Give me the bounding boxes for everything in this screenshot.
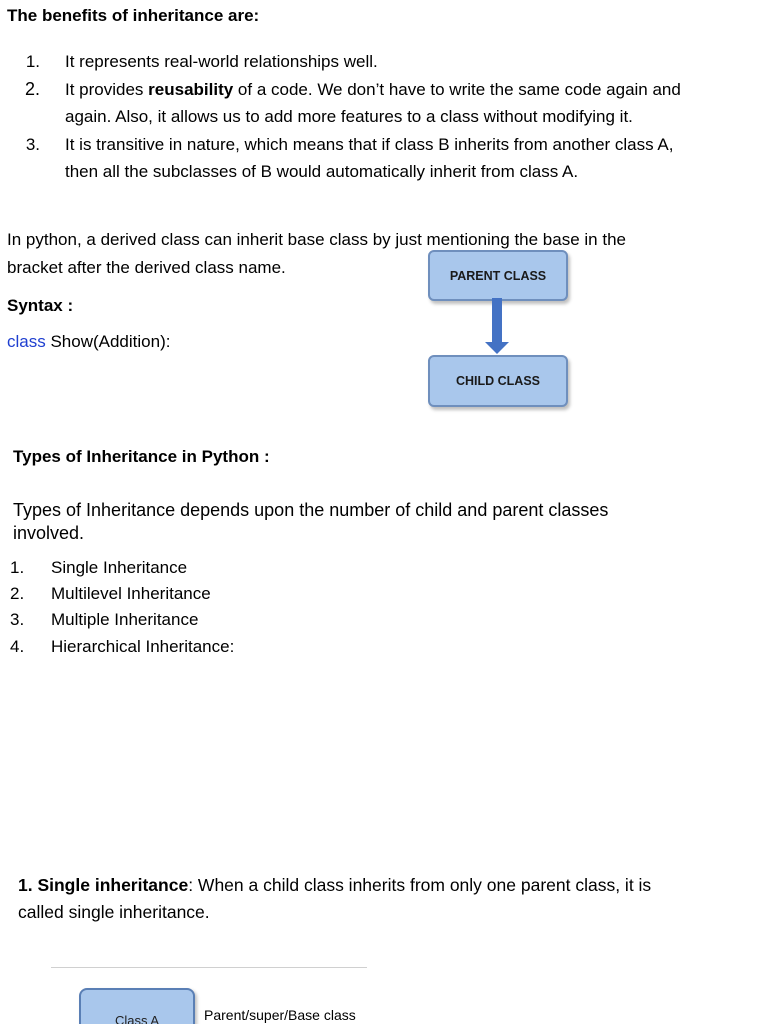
- parent-class-box: [428, 250, 568, 301]
- code-snippet: [7, 328, 170, 355]
- derived-paragraph-line1: In python, a derived class can inherit base class by just mentioning the base in the: [7, 230, 626, 249]
- list-item: Multiple Inheritance: [51, 610, 199, 629]
- list-number: 1.: [25, 52, 40, 71]
- list-item: [65, 76, 681, 103]
- list-item: Hierarchical Inheritance:: [51, 637, 235, 656]
- list-item-continuation: again. Also, it allows us to add more features to a class without modifying it.: [65, 107, 633, 126]
- single-inheritance-definition: [18, 875, 651, 896]
- class-a-label: Class A: [114, 1013, 160, 1024]
- list-number: 2.: [24, 79, 40, 99]
- parent-class-label: PARENT CLASS: [449, 268, 547, 283]
- list-item: It is transitive in nature, which means that if class B inherits from another class A,: [65, 135, 674, 154]
- list-item-text: of a code. We don’t have to write the same code again and: [233, 80, 681, 99]
- syntax-label: Syntax :: [7, 296, 74, 315]
- list-item: Single Inheritance: [51, 558, 188, 577]
- base-class-label: Parent/super/Base class: [204, 1007, 356, 1023]
- single-inheritance-title: 1. Single inheritance: [18, 875, 189, 895]
- benefits-heading: The benefits of inheritance are:: [7, 6, 260, 25]
- single-inheritance-definition-line2: called single inheritance.: [18, 902, 210, 922]
- list-number: 3.: [10, 610, 25, 629]
- list-item-continuation: then all the subclasses of B would automatically inherit from class A.: [65, 162, 579, 181]
- class-a-box: [79, 988, 195, 1024]
- list-item: It represents real-world relationships well.: [65, 52, 378, 71]
- reusability-term: reusability: [148, 80, 234, 99]
- definition-text: : When a child class inherits from only one parent class, it is: [188, 875, 652, 895]
- list-number: 3.: [25, 135, 40, 154]
- list-number: 4.: [10, 637, 25, 656]
- types-heading: Types of Inheritance in Python :: [13, 447, 270, 466]
- code-keyword: class: [7, 332, 46, 351]
- list-item-text: It provides: [65, 80, 149, 99]
- figure-border: [51, 967, 367, 968]
- types-intro-line2: involved.: [13, 523, 85, 543]
- list-number: 2.: [10, 584, 25, 603]
- types-intro-line1: Types of Inheritance depends upon the number of child and parent classes: [13, 500, 609, 520]
- derived-paragraph-line2: bracket after the derived class name.: [7, 258, 286, 277]
- list-number: 1.: [10, 558, 25, 577]
- class-a-figure: [76, 985, 201, 1024]
- list-item: Multilevel Inheritance: [51, 584, 211, 603]
- inheritance-arrow-icon: [480, 298, 514, 356]
- child-class-label: CHILD CLASS: [455, 374, 541, 388]
- child-class-box: [428, 355, 568, 407]
- code-text: Show(Addition):: [45, 332, 171, 351]
